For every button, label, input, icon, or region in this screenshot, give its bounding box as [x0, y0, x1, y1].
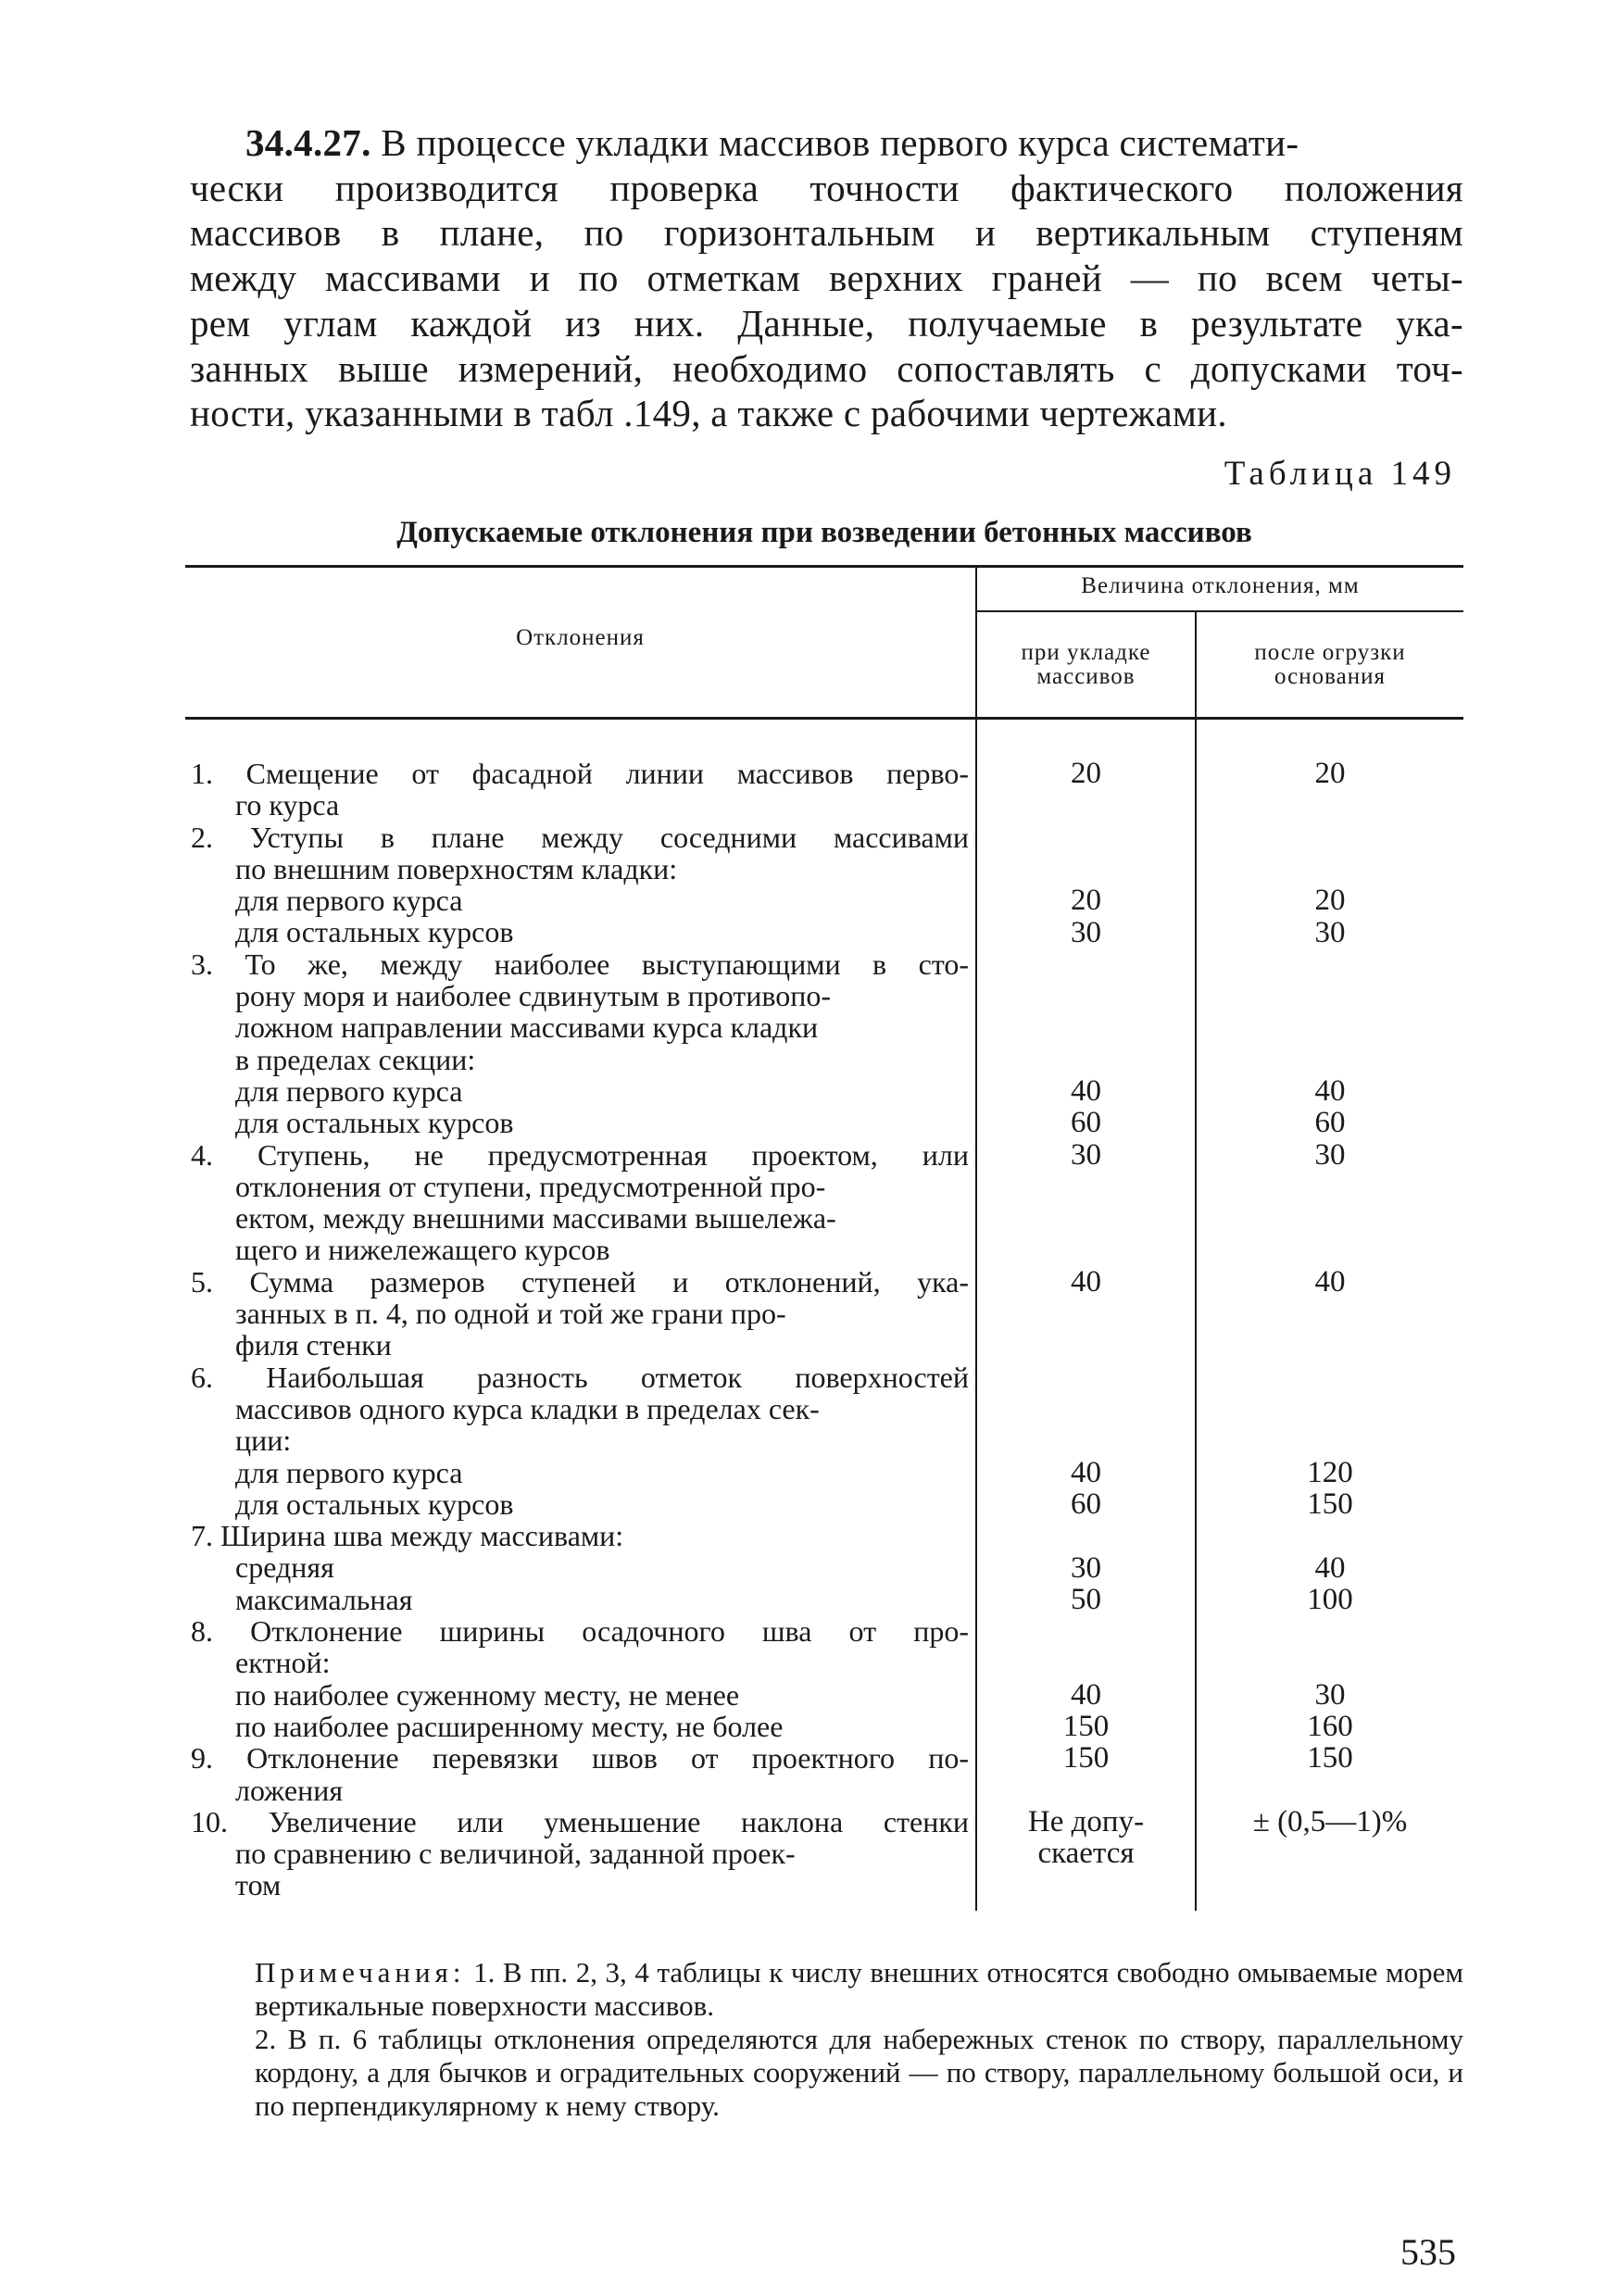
value-at-laying-16: 40: [1071, 1264, 1101, 1299]
value-after-loading-29: 30: [1314, 1677, 1346, 1712]
table-line-3: по внешним поверхностям кладки:: [235, 851, 678, 885]
table-line-9: в пределах секции:: [235, 1042, 476, 1076]
intro-line-4: рем углам каждой из них. Данные, получаемые в результате ука-: [190, 301, 1463, 345]
table-line-0: 1. Смещение от фасадной линии массивов перво-: [191, 757, 969, 790]
table-line-17: занных в п. 4, по одной и той же грани про-: [235, 1297, 786, 1331]
value-at-laying-12: 30: [1071, 1137, 1101, 1172]
table-line-34: по сравнению с величиной, заданной проек-: [235, 1837, 796, 1871]
table-line-30: по наиболее расширенному месту, не более: [235, 1709, 784, 1743]
intro-line-6: ности, указанными в табл .149, а также с рабочими чертежами.: [190, 392, 1227, 435]
table-header-bottom-rule: [185, 717, 1463, 720]
table-line-26: максимальная: [235, 1582, 413, 1616]
value-at-laying-31: 150: [1062, 1741, 1110, 1775]
value-after-loading-33: ± (0,5—1)%: [1252, 1804, 1408, 1838]
header-deviations: Отклонения: [516, 625, 645, 650]
value-at-laying-33: Не допу-: [1027, 1804, 1145, 1838]
table-line-14: ектом, между внешними массивами вышележа-: [235, 1201, 836, 1236]
note-2: 2. В п. 6 таблицы отклонения определяются для набережных стенок по створу, параллельному кордону, а для бычков и оградительных сооружений — по створу, параллельному большой оси, и по перпендикулярному к нему створу.: [255, 2023, 1463, 2122]
table-line-20: массивов одного курса кладки в пределах сек-: [235, 1391, 820, 1425]
table-line-13: отклонения от ступени, предусмотренной про-: [235, 1169, 826, 1203]
table-line-16: 5. Сумма размеров ступеней и отклонений, ука-: [191, 1264, 969, 1299]
value-at-laying-25: 30: [1071, 1550, 1101, 1585]
value-after-loading-4: 20: [1314, 884, 1346, 918]
table-line-2: 2. Уступы в плане между соседними массивами: [191, 820, 969, 854]
header-at-laying: при укладке массивов: [1021, 640, 1151, 689]
note-1: Примечания: 1. В пп. 2, 3, 4 таблицы к числу внешних относятся свободно омываемые морем вертикальные поверхности массивов.: [255, 1956, 1463, 2022]
table-line-15: щего и нижележащего курсов: [235, 1233, 610, 1267]
value-after-loading-25: 40: [1314, 1550, 1346, 1585]
table-line-28: ектной:: [235, 1646, 331, 1680]
intro-line-0: 34.4.27. В процессе укладки массивов первого курса системати-: [245, 121, 1299, 164]
group-header-rule: [977, 610, 1463, 612]
intro-line-2: массивов в плане, по горизонтальным и вертикальным ступеням: [190, 211, 1463, 255]
value-at-laying-29: 40: [1071, 1677, 1101, 1712]
table-line-33: 10. Увеличение или уменьшение наклона стенки: [191, 1804, 969, 1838]
value-after-loading-12: 30: [1314, 1137, 1346, 1172]
table-line-1: го курса: [235, 788, 340, 822]
header-after-loading: после огрузки основания: [1254, 640, 1406, 689]
table-line-10: для первого курса: [235, 1073, 463, 1108]
value-after-loading-22: 120: [1307, 1455, 1353, 1489]
table-line-6: 3. То же, между наиболее выступающими в сто-: [191, 947, 969, 981]
table-line-25: средняя: [235, 1550, 334, 1585]
table-number: Таблица 149: [1224, 455, 1456, 493]
table-line-22: для первого курса: [235, 1455, 463, 1489]
value-at-laying-5: 30: [1071, 915, 1101, 949]
intro-paragraph: [190, 120, 1463, 436]
value-at-laying-23: 60: [1071, 1487, 1101, 1521]
intro-line-3: между массивами и по отметкам верхних граней — по всем четы-: [190, 257, 1463, 300]
table-line-24: 7. Ширина шва между массивами:: [191, 1519, 624, 1553]
value-after-loading-30: 160: [1307, 1710, 1353, 1743]
value-at-laying-30: 150: [1062, 1710, 1110, 1743]
value-at-laying-22: 40: [1071, 1455, 1101, 1489]
intro-line-1: чески производится проверка точности фактического положения: [190, 166, 1463, 209]
notes: [190, 1956, 1463, 2123]
table-line-5: для остальных курсов: [235, 915, 514, 949]
value-after-loading-11: 60: [1314, 1106, 1346, 1140]
table-title: Допускаемые отклонения при возведении бетонных массивов: [396, 516, 1252, 549]
value-after-loading-23: 150: [1307, 1487, 1353, 1521]
table-line-11: для остальных курсов: [235, 1106, 514, 1140]
value-at-laying-10: 40: [1071, 1074, 1101, 1108]
table-line-32: ложения: [235, 1773, 344, 1807]
clause-number: 34.4.27.: [245, 121, 371, 164]
table-line-12: 4. Ступень, не предусмотренная проектом, или: [191, 1137, 969, 1172]
table-line-21: ции:: [235, 1424, 292, 1458]
intro-line-5: занных выше измерений, необходимо сопоставлять с допусками точ-: [190, 346, 1463, 390]
value-after-loading-16: 40: [1314, 1264, 1346, 1299]
table-top-rule: [185, 565, 1463, 568]
deviation-descriptions: [191, 758, 969, 1901]
table-line-31: 9. Отклонение перевязки швов от проектного по-: [191, 1741, 969, 1775]
table-line-4: для первого курса: [235, 884, 463, 918]
value-after-loading-5: 30: [1314, 915, 1346, 949]
table-line-29: по наиболее суженному месту, не менее: [235, 1677, 740, 1712]
value-at-laying-4: 20: [1071, 884, 1101, 918]
value-at-laying-0: 20: [1071, 757, 1101, 790]
table-line-23: для остальных курсов: [235, 1487, 514, 1521]
page-number: 535: [1400, 2231, 1456, 2273]
table-line-7: рону моря и наиболее сдвинутым в противопо-: [235, 979, 832, 1013]
value-at-laying-34: скается: [1037, 1837, 1135, 1871]
table-line-19: 6. Наибольшая разность отметок поверхностей: [191, 1360, 969, 1394]
table-line-35: том: [235, 1868, 282, 1902]
value-at-laying-11: 60: [1071, 1106, 1101, 1140]
table-line-8: ложном направлении массивами курса кладки: [235, 1010, 819, 1045]
value-after-loading-31: 150: [1307, 1741, 1353, 1775]
value-after-loading-0: 20: [1314, 757, 1346, 790]
table-line-18: филя стенки: [235, 1328, 392, 1362]
value-after-loading-10: 40: [1314, 1074, 1346, 1108]
value-at-laying-26: 50: [1071, 1582, 1101, 1616]
value-after-loading-26: 100: [1307, 1582, 1353, 1616]
table-line-27: 8. Отклонение ширины осадочного шва от про-: [191, 1614, 969, 1649]
header-deviation-magnitude: Величина отклонения, мм: [1081, 573, 1360, 598]
